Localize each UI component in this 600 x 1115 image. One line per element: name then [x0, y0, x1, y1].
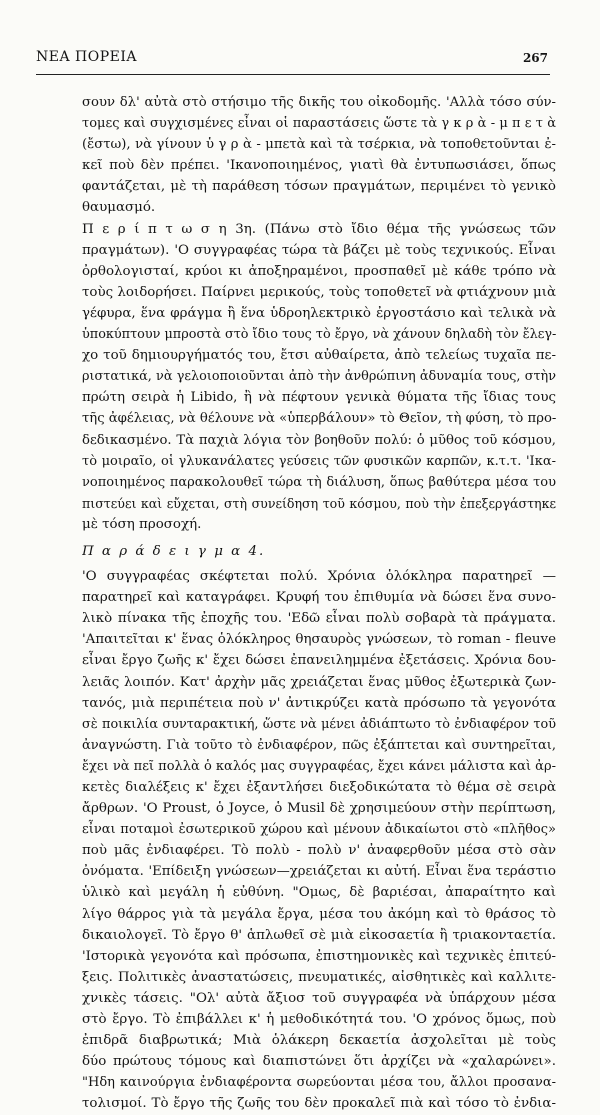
text-line: τομες καὶ συγχισμένες εἶναι οἱ παραστάσεις ὥστε τὰ γ κ ρ ὰ - μ π ε τ ὰ [82, 116, 556, 132]
text-line: σουν δλ' αὐτὰ στὸ στήσιμο τῆς δικῆς του οἰκοδομῆς. 'Αλλὰ τόσο σύν- [82, 95, 556, 110]
text-line: ποὺ μᾶς ἐνδιαφέρει. Τὸ πολὺ - πολὺ ν' ἀναφερθοῦν μέσα στὸ σὰν [82, 843, 556, 859]
text-line: εἶναι ἔργο ζωῆς κ' ἔχει δώσει ἐπανειλημμένα ἐξετάσεις. Χρόνια δου- [82, 653, 556, 669]
text-line: Π ε ρ ί π τ ω σ η 3η. (Πάνω στὸ ἴδιο θέμα τῆς γνώσεως τῶν [82, 221, 556, 237]
text-line: λίγο θάρρος γιὰ τὰ μεγάλα ἔργα, μέσα του ἀκόμη καὶ τὸ θράσος τὸ [82, 906, 556, 922]
text-line: ἔχει νὰ πεῖ πολλὰ ὁ καλός μας συγγραφέας, ἔχει κάνει μάλιστα καὶ ἀρ- [82, 758, 556, 774]
paragraph [82, 566, 556, 1114]
text-line: φαντάζεται, μὲ τὴ παράθεση τόσων πραγμάτων, περιμένει τὸ γενικὸ [82, 179, 556, 195]
text-line: (ἔστω), νὰ γίνουν ὑ γ ρ ὰ - μπετὰ καὶ τὰ τσέρκια, νὰ τοποθετοῦνται ἐ- [82, 137, 556, 153]
text-line: τῆς ἀφέλειας, νὰ θέλουνε νὰ «ὑπερβάλουν» τὸ Θεῖον, τὴ φύση, τὸ προ- [82, 411, 556, 427]
text-line: πιστεύει καὶ εὔχεται, στὴ συνείδηση τοῦ κόσμου, ποὺ τὴν ἐπεξεργάστηκε [82, 495, 556, 511]
text-line: ὀνόματα. 'Επίδειξη γνώσεων—χρειάζεται κι αὐτή. Εἶναι ἕνα τεράστιο [82, 864, 556, 880]
text-line: 'Απαιτεῖται κ' ἕνας ὁλόκληρος θησαυρὸς γνώσεων, τὸ roman - fleuve [82, 632, 556, 648]
text-line: τοὺς λοιδορήσει. Παίρνει μερικούς, τοὺς τοποθετεῖ νὰ φτιάχνουν μιὰ [82, 284, 556, 300]
text-line: δύο πρώτους τόμους καὶ διαπιστώνει ὅτι ἀρχίζει νὰ «χαλαρώνει». [82, 1054, 556, 1070]
journal-title: ΝΕΑ ΠΟΡΕΙΑ [36, 49, 137, 65]
page-body [82, 92, 556, 1115]
text-line: ἐπιδρᾶ διαβρωτικά; Μιὰ ὁλάκερη δεκαετία ἀσχολεῖται μὲ τοὺς [82, 1033, 556, 1049]
text-line: ξεις. Πολιτικὲς ἀναστατώσεις, πνευματικές, αἰσθητικὲς καὶ καλλιτε- [82, 969, 556, 985]
text-line: νοποιημένος παρακολουθεῖ τώρα τὴ διάλυση, ὅπως βαθύτερα μέσα του [82, 474, 556, 490]
text-line: μὲ τόση προσοχή. [82, 516, 202, 532]
text-line: λειᾶς λοιπόν. Κατ' ἀρχὴν μᾶς χρειάζεται ἕνας μῦθος ἐξωτερικὰ ζων- [82, 674, 556, 690]
text-line: χο τοῦ δημιουργήματός του, ἔτσι αὐθαίρετα, ἀπὸ τελείως τυχαῖα πε- [82, 348, 556, 364]
text-line: "Ηδη καινούργια ἐνδιαφέροντα σωρεύονται μέσα του, ἄλλοι προσανα- [82, 1075, 556, 1091]
text-line: γέφυρα, ἕνα φράγμα ἢ ἕνα ὑδροηλεκτρικὸ ἐργοστάσιο καὶ τελικὰ νὰ [82, 305, 556, 321]
text-line: ἄρθρων. 'Ο Proust, ὁ Joyce, ὁ Musil δὲ χρησιμεύουν στὴν περίπτωση, [82, 801, 556, 817]
text-line: τολισμοί. Τὸ ἔργο τῆς ζωῆς του δὲν προκαλεῖ πιὰ καὶ τόσο τὸ ἐνδια- [82, 1096, 556, 1112]
section-heading: Π α ρ ά δ ε ι γ μ α 4. [82, 543, 266, 559]
header-rule [36, 74, 550, 75]
text-line: λικὸ πίνακα τῆς ἐποχῆς του. 'Εδῶ εἶναι πολὺ σοβαρὰ τὰ πράγματα. [82, 611, 556, 627]
text-line: παρατηρεῖ καὶ καταγράφει. Κρυφή του ἐπιθυμία νὰ δώσει ἕνα συνο- [82, 590, 556, 606]
paragraph [82, 219, 556, 535]
text-line: 'Ο συγγραφέας σκέφτεται πολύ. Χρόνια ὁλόκληρα παρατηρεῖ — [82, 569, 556, 585]
text-line: ὑλικὸ καὶ μεγάλη ἡ εὐθύνη. "Ομως, δὲ βαριέσαι, ἀπαραίτητο καὶ [82, 885, 556, 901]
text-line: ὑποκύπτουν μπροστὰ στὸ ἴδιο τους τὸ ἔργο, νὰ χάνουν δηλαδὴ τὸν ἔλεγ- [82, 327, 556, 343]
text-line: κετὲς διαλέξεις κ' ἔχει ἐξαντλήσει διεξοδικώτατα τὸ θέμα σὲ σειρὰ [82, 780, 556, 795]
text-line: ριστατικά, νὰ γελοιοποιοῦνται ἀπὸ τὴν ἀνθρώπινη ἀδυναμία τους, στὴν [82, 369, 556, 385]
paragraph [82, 92, 556, 219]
text-line: τανός, μιὰ περιπέτεια ποὺ ν' ἀντικρύζει κατὰ πρόσωπο τὰ γεγονότα [82, 695, 556, 711]
text-line: δεδικασμένο. Τὰ παχιὰ λόγια τὸν βοηθοῦν πολύ: ὁ μῦθος τοῦ κόσμου, [82, 432, 556, 448]
text-line: θαυμασμό. [82, 200, 156, 216]
text-line: πραγμάτων). 'Ο συγγραφέας τώρα τὰ βάζει μὲ τοὺς τεχνικούς. Εἶναι [82, 242, 556, 258]
text-line: τὸ μοιραῖο, οἱ γλυκανάλατες γεύσεις τῶν φυσικῶν καρπῶν, κ.τ.τ. 'Ικα- [82, 453, 556, 469]
text-line: πρώτη σειρὰ ἡ Libido, ἢ νὰ πέφτουν γενικὰ θύματα τῆς ἴδιας τους [82, 390, 556, 406]
text-line: 'Ιστορικὰ γεγονότα καὶ πρόσωπα, ἐπιστημονικὲς καὶ τεχνικὲς ἐπιτεύ- [82, 948, 556, 964]
text-line: εἶναι ποταμοὶ ἐσωτερικοῦ χώρου καὶ μένουν ἀδικαίωτοι στὸ «πλῆθος» [82, 822, 556, 838]
text-line: ὀρθολογισταί, κρύοι κι ἀποξηραμένοι, προσπαθεῖ μὲ κάθε τρόπο νὰ [82, 263, 556, 279]
text-line: δικαιολογεῖ. Τὸ ἔργο θ' ἁπλωθεῖ σὲ μιὰ εἰκοσαετία ἢ τριακονταετία. [82, 927, 556, 943]
text-line: κεῖ ποὺ δὲν πρέπει. 'Ικανοποιημένος, γιατὶ θὰ ἐντυπωσιάσει, ὅπως [82, 158, 556, 174]
text-line: ἀναγνώστη. Γιὰ τοῦτο τὸ ἐνδιαφέρον, πῶς ἐξάπτεται καὶ συντηρεῖται, [82, 737, 556, 753]
running-header [36, 49, 548, 71]
text-line: χνικὲς τάσεις. "Ολ' αὐτὰ ἄξιοσ τοῦ συγγραφέα νὰ ὑπάρχουν μέσα [82, 990, 556, 1006]
text-line: σὲ ποικιλία συνταρακτική, ὥστε νὰ μένει ἀδιάπτωτο τὸ ἐνδιαφέρον τοῦ [82, 716, 556, 732]
page-number: 267 [522, 51, 548, 65]
text-line: στὸ ἔργο. Τὸ ἐπιβάλλει κ' ἡ μεθοδικότητά του. 'Ο χρόνος ὅμως, ποὺ [82, 1012, 556, 1028]
